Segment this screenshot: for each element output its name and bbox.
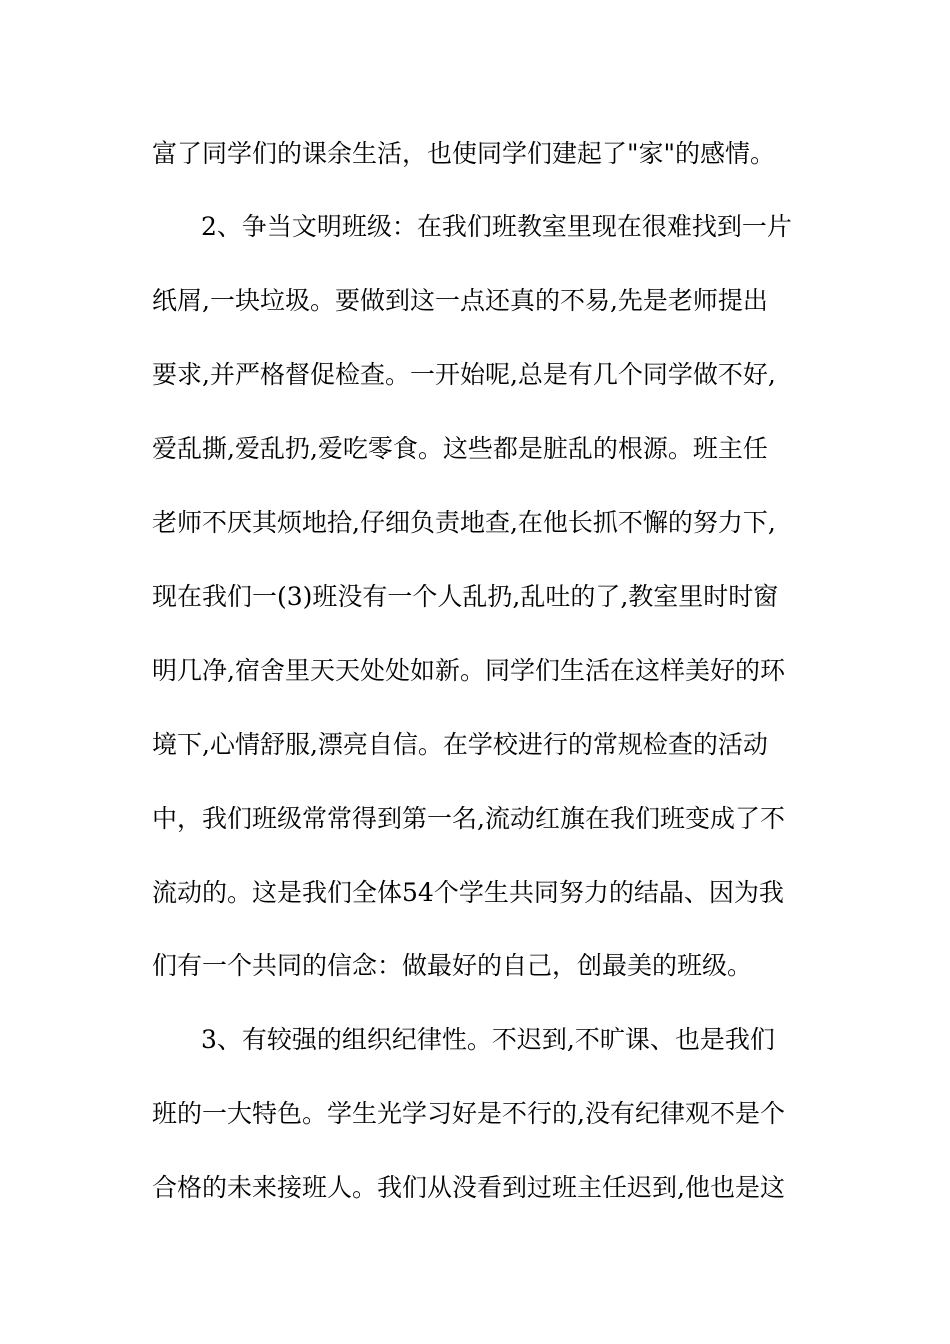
text-line-15: 合格的未来接班人。我们从没看到过班主任迟到,他也是这 [152, 1173, 785, 1202]
text-line-13: 3、有较强的组织纪律性。不迟到,不旷课、也是我们 [201, 1025, 775, 1054]
text-line-14: 班的一大特色。学生光学习好是不行的,没有纪律观不是个 [152, 1099, 785, 1128]
text-line-2: 2、争当文明班级：在我们班教室里现在很难找到一片 [201, 212, 792, 241]
text-line-6: 老师不厌其烦地拾,仔细负责地查,在他长抓不懈的努力下, [152, 508, 776, 537]
text-line-1: 富了同学们的课余生活，也使同学们建起了"家"的感情。 [152, 139, 776, 168]
text-line-9: 境下,心情舒服,漂亮自信。在学校进行的常规检查的活动 [152, 730, 768, 759]
text-line-5: 爱乱撕,爱乱扔,爱吃零食。这些都是脏乱的根源。班主任 [152, 434, 768, 463]
text-line-10: 中，我们班级常常得到第一名,流动红旗在我们班变成了不 [152, 804, 785, 833]
text-line-4: 要求,并严格督促检查。一开始呢,总是有几个同学做不好, [152, 360, 776, 389]
text-line-12: 们有一个共同的信念：做最好的自己，创最美的班级。 [152, 951, 753, 980]
text-line-7: 现在我们一(3)班没有一个人乱扔,乱吐的了,教室里时时窗 [152, 582, 779, 611]
text-line-8: 明几净,宿舍里天天处处如新。同学们生活在这样美好的环 [152, 656, 785, 685]
text-line-11: 流动的。这是我们全体54个学生共同努力的结晶、因为我 [152, 878, 784, 907]
text-line-3: 纸屑,一块垃圾。要做到这一点还真的不易,先是老师提出 [152, 286, 768, 315]
